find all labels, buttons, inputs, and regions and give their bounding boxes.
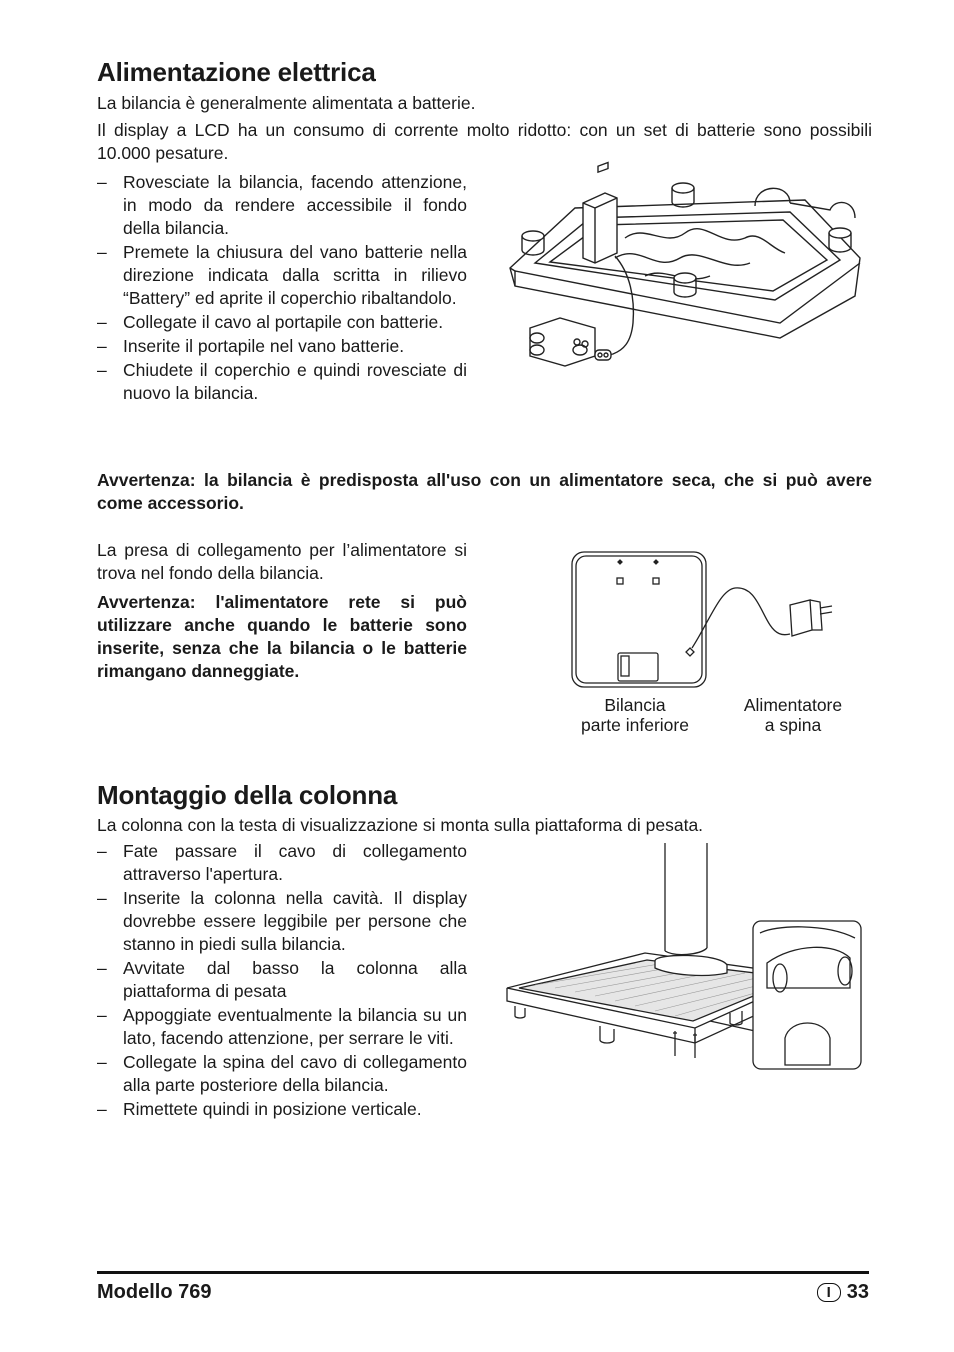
caption-scale-bottom (560, 695, 710, 735)
section-title-column: Montaggio della colonna (97, 780, 398, 810)
adapter-connection-illustration (570, 550, 840, 690)
caption-scale-bottom-line1: Bilancia (604, 695, 666, 715)
list-item: – Chiudete il coperchio e quindi rovesciate di nuovo la bilancia. (97, 360, 467, 403)
column-intro: La colonna con la testa di visualizzazione si monta sulla piattaforma di pesata. (97, 815, 704, 835)
caption-plug-adapter-line1: Alimentatore (743, 695, 843, 715)
socket-location-text: La presa di collegamento per l’alimentatore si trova nel fondo della bilancia. (97, 540, 467, 583)
page-number: 33 (846, 1281, 869, 1303)
list-item: – Collegate la spina del cavo di collegamento alla parte posteriore della bilancia. (97, 1052, 467, 1095)
warning-adapter-accessory: Avvertenza: la bilancia è predisposta all'uso con un alimentatore seca, che si può avere come accessorio. (97, 470, 872, 513)
battery-insertion-illustration (505, 178, 865, 373)
footer-page-info (817, 1281, 869, 1304)
list-item: – Inserite il portapile nel vano batterie. (97, 336, 405, 356)
power-intro-2: Il display a LCD ha un consumo di corrente molto ridotto: con un set di batterie sono possibili 10.000 pesature. (97, 120, 872, 163)
caption-plug-adapter (723, 695, 863, 735)
warning-adapter-with-batteries: Avvertenza: l'alimentatore rete si può utilizzare anche quando le batterie sono inserite, senza che la bilancia o le batterie rimangano danneggiate. (97, 592, 467, 681)
list-item: – Premete la chiusura del vano batterie nella direzione indicata dalla scritta in rilievo “Battery” ed aprite il coperchio ribaltandolo. (97, 242, 467, 308)
power-intro-1: La bilancia è generalmente alimentata a batterie. (97, 93, 476, 113)
language-badge: I (817, 1283, 841, 1302)
list-item: – Avvitate dal basso la colonna alla piattaforma di pesata (97, 958, 467, 1001)
list-item: – Collegate il cavo al portapile con batterie. (97, 312, 444, 332)
footer-model: Modello 769 (97, 1281, 212, 1303)
power-steps-list (97, 171, 467, 406)
section-title-power: Alimentazione elettrica (97, 57, 376, 87)
list-item: – Appoggiate eventualmente la bilancia su un lato, facendo attenzione, per serrare le viti. (97, 1005, 467, 1048)
footer-rule (97, 1271, 869, 1274)
column-steps-list (97, 840, 467, 1122)
list-item: – Rimettete quindi in posizione verticale. (97, 1099, 422, 1119)
caption-scale-bottom-line2: parte inferiore (581, 715, 689, 735)
column-mounting-illustration (505, 843, 865, 1073)
list-item: – Inserite la colonna nella cavità. Il display dovrebbe essere leggibile per persone che stanno in piedi sulla bilancia. (97, 888, 467, 954)
list-item: – Fate passare il cavo di collegamento attraverso l'apertura. (97, 841, 467, 884)
caption-plug-adapter-line2: a spina (764, 715, 822, 735)
list-item: – Rovesciate la bilancia, facendo attenzione, in modo da rendere accessibile il fondo della bilancia. (97, 172, 467, 238)
